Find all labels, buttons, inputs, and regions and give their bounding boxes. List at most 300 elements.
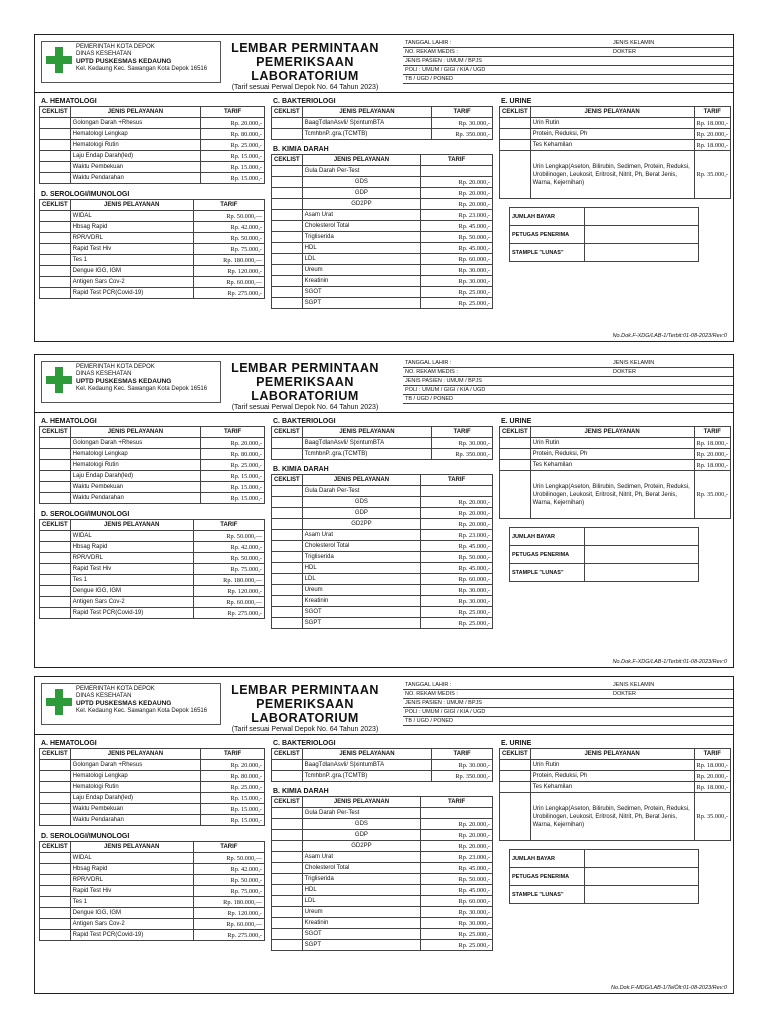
checklist-cell[interactable] [272,841,303,852]
patient-info-row[interactable] [403,57,733,66]
checklist-cell[interactable] [272,760,303,771]
table-row [40,244,265,255]
checklist-cell[interactable] [40,564,71,575]
checklist-cell[interactable] [272,852,303,863]
checklist-cell[interactable] [40,151,71,162]
checklist-cell[interactable] [40,575,71,586]
table-row [272,497,493,508]
section-title-hematologi: A. HEMATOLOGI [41,98,97,105]
table-row [272,574,493,585]
checklist-cell[interactable] [272,607,303,618]
org-line1: PEMERINTAH KOTA DEPOK [76,686,155,692]
checklist-cell[interactable] [40,897,71,908]
service-name: Hbsag Rapid [70,542,193,553]
checklist-cell[interactable] [500,449,531,460]
info-label: JENIS PASIEN : UMUM / BPJS [405,58,482,64]
section-title-urine: E. URINE [501,418,532,425]
table-row [40,173,265,184]
service-name: Asam Urat [302,530,421,541]
service-name: Dengue IGG, IGM [70,586,193,597]
checklist-cell[interactable] [40,930,71,941]
service-price: Rp. 42.000,- [193,542,264,553]
info-label: JENIS PASIEN : UMUM / BPJS [405,700,482,706]
payment-field[interactable] [585,528,699,546]
service-name: GD2PP [302,519,421,530]
checklist-cell[interactable] [272,438,303,449]
service-name: Rapid Test PCR(Covid-19) [70,930,193,941]
info-label: POLI : UMUM / GIGI / KIA / UGD [405,67,486,73]
service-price: Rp. 50.000,— [193,531,264,542]
title-line2: PEMERIKSAAN LABORATORIUM [251,375,359,403]
document-number: No.Dok.F-XDG/LAB-1/Terbit:01-08-2023/Rev:0 [612,659,727,665]
column-header: TARIF [193,200,264,211]
service-name: Ureum [302,265,421,276]
table-row [40,815,265,826]
checklist-cell[interactable] [272,166,303,177]
payment-label: PETUGAS PENERIMA [510,546,585,564]
service-name: GDP [302,830,421,841]
checklist-cell[interactable] [500,760,531,771]
checklist-cell[interactable] [40,460,71,471]
checklist-cell[interactable] [272,210,303,221]
service-name: Tes Kehamilan [530,782,694,793]
service-price: Rp. 35.000,- [694,151,730,199]
column-middle [271,739,493,951]
checklist-cell[interactable] [40,586,71,597]
service-name: Urin Rutin [530,118,694,129]
checklist-cell[interactable] [40,553,71,564]
service-name: Hematologi Lengkap [70,449,200,460]
checklist-cell[interactable] [40,482,71,493]
service-price: Rp. 45.000,- [421,563,493,574]
table-row [272,841,493,852]
patient-info-row[interactable] [403,717,733,726]
table-row [272,287,493,298]
checklist-cell[interactable] [272,929,303,940]
table-row [40,151,265,162]
section-title-bakteriologi: C. BAKTERIOLOGI [273,98,336,105]
checklist-cell[interactable] [272,265,303,276]
checklist-cell[interactable] [40,493,71,504]
payment-field[interactable] [585,868,699,886]
checklist-cell[interactable] [272,819,303,830]
column-header: JENIS PELAYANAN [302,155,421,166]
service-price: Rp. 80.000,- [201,449,265,460]
patient-info-row[interactable] [403,359,733,368]
checklist-cell[interactable] [272,276,303,287]
checklist-cell[interactable] [272,221,303,232]
urine-table [499,426,731,519]
column-header: TARIF [432,749,493,760]
table-header [272,155,493,166]
checklist-cell[interactable] [500,129,531,140]
service-price: Rp. 25.000,- [201,782,265,793]
checklist-cell[interactable] [40,173,71,184]
checklist-cell[interactable] [272,596,303,607]
table-row [40,886,265,897]
info-label: TANGGAL LAHIR : [405,682,452,688]
checklist-cell[interactable] [272,563,303,574]
patient-info-row[interactable] [403,708,733,717]
column-header: CEKLIST [272,475,303,486]
service-name: WIDAL [70,211,193,222]
payment-field[interactable] [585,546,699,564]
checklist-cell[interactable] [272,896,303,907]
checklist-cell[interactable] [272,177,303,188]
service-name: Gula Darah Per-Test [302,166,421,177]
checklist-cell[interactable] [272,552,303,563]
service-name: Antigen Sars Cov-2 [70,277,193,288]
payment-field[interactable] [585,886,699,904]
payment-label: STAMPLE "LUNAS" [510,244,585,262]
table-header [40,200,265,211]
service-price: Rp. 20.000,- [421,519,493,530]
table-header [272,107,493,118]
checklist-cell[interactable] [272,885,303,896]
column-left [39,97,265,299]
service-name: Ureum [302,907,421,918]
column-header: TARIF [432,427,493,438]
service-name: Urin Rutin [530,438,694,449]
column-header: JENIS PELAYANAN [302,797,421,808]
payment-field[interactable] [585,208,699,226]
service-price: Rp. 350.000,- [432,129,493,140]
checklist-cell[interactable] [500,151,531,199]
table-row [272,199,493,210]
org-line2: DINAS KESEHATAN [76,51,132,57]
column-header: TARIF [201,427,265,438]
checklist-cell[interactable] [40,886,71,897]
checklist-cell[interactable] [500,782,531,793]
checklist-cell[interactable] [272,486,303,497]
service-price: Rp. 25.000,- [421,607,493,618]
checklist-cell[interactable] [500,140,531,151]
service-name: Protein, Reduksi, Ph [530,771,694,782]
service-name: Waktu Pendarahan [70,173,200,184]
service-name: Hbsag Rapid [70,222,193,233]
service-name: Hbsag Rapid [70,864,193,875]
checklist-cell[interactable] [272,874,303,885]
table-row [500,140,731,151]
service-price: Rp. 18.000,- [694,782,730,793]
payment-field[interactable] [585,226,699,244]
service-price: Rp. 18.000,- [694,118,730,129]
kimia-table [271,154,493,309]
section-title-kimia: B. KIMIA DARAH [273,146,329,153]
form-header [35,355,733,413]
service-name: TcmhbnP..gra.(TCMTB) [302,449,432,460]
checklist-cell[interactable] [272,618,303,629]
patient-info-row[interactable] [403,690,733,699]
service-price: Rp. 15.000,- [201,162,265,173]
payment-field[interactable] [585,244,699,262]
service-price: Rp. 50.000,— [193,211,264,222]
checklist-cell[interactable] [40,277,71,288]
info-label: POLI : UMUM / GIGI / KIA / UGD [405,387,486,393]
patient-info-row[interactable] [403,395,733,404]
table-row [40,930,265,941]
checklist-cell[interactable] [272,808,303,819]
service-price: Rp. 80.000,- [201,771,265,782]
checklist-cell[interactable] [272,585,303,596]
patient-info [403,359,733,404]
health-cross-icon [46,47,72,73]
column-header: TARIF [694,749,730,760]
table-row [272,232,493,243]
service-price: Rp. 350.000,- [432,449,493,460]
checklist-cell[interactable] [500,118,531,129]
table-row [40,771,265,782]
service-price: Rp. 75.000,- [193,244,264,255]
table-row [40,493,265,504]
table-row [272,276,493,287]
checklist-cell[interactable] [40,244,71,255]
payment-field[interactable] [585,850,699,868]
column-header: CEKLIST [500,107,531,118]
checklist-cell[interactable] [272,129,303,140]
table-row [40,255,265,266]
checklist-cell[interactable] [272,298,303,309]
service-price: Rp. 120.000,- [193,908,264,919]
table-row [272,530,493,541]
table-header [272,749,493,760]
service-price: Rp. 15.000,- [201,793,265,804]
title-subtitle: (Tarif sesuai Perwal Depok No. 64 Tahun 2023) [231,726,379,733]
checklist-cell[interactable] [40,597,71,608]
checklist-cell[interactable] [272,541,303,552]
checklist-cell[interactable] [500,460,531,471]
checklist-cell[interactable] [40,471,71,482]
service-price: Rp. 60.000,— [193,597,264,608]
form-header [35,35,733,93]
service-name: Protein, Reduksi, Ph [530,449,694,460]
service-name: SGPT [302,618,421,629]
checklist-cell[interactable] [500,793,531,841]
payment-row [510,546,699,564]
bakteriologi-table [271,426,493,460]
org-line3: UPTD PUSKESMAS KEDAUNG [76,700,172,707]
checklist-cell[interactable] [40,793,71,804]
patient-info-row[interactable] [403,368,733,377]
service-price: Rp. 20.000,- [694,771,730,782]
service-name: Waktu Pembekuan [70,162,200,173]
service-price: Rp. 20.000,- [421,188,493,199]
service-price: Rp. 23.000,- [421,530,493,541]
checklist-cell[interactable] [40,531,71,542]
org-address: Kel. Kedaung Kec. Sawangan Kota Depok 16516 [76,708,208,714]
service-price [421,808,493,819]
table-row [500,793,731,841]
checklist-cell[interactable] [272,918,303,929]
payment-field[interactable] [585,564,699,582]
checklist-cell[interactable] [272,574,303,585]
checklist-cell[interactable] [40,129,71,140]
service-name: LDL [302,896,421,907]
service-price: Rp. 180.000,— [193,897,264,908]
column-header: CEKLIST [40,427,71,438]
service-price: Rp. 50.000,- [421,552,493,563]
table-row [272,519,493,530]
checklist-cell[interactable] [500,771,531,782]
checklist-cell[interactable] [40,288,71,299]
service-name: GDS [302,497,421,508]
checklist-cell[interactable] [40,853,71,864]
service-price: Rp. 60.000,- [421,574,493,585]
service-name: Tes Kehamilan [530,460,694,471]
service-price: Rp. 350.000,- [432,771,493,782]
patient-info-row[interactable] [403,386,733,395]
checklist-cell[interactable] [272,771,303,782]
checklist-cell[interactable] [40,211,71,222]
service-name: Trigliserida [302,232,421,243]
patient-info-row[interactable] [403,48,733,57]
checklist-cell[interactable] [40,162,71,173]
service-price: Rp. 75.000,- [193,564,264,575]
service-name: Hematologi Rutin [70,782,200,793]
service-name: Urin Lengkap(Aseton, Bilirubin, Sedimen, Protein, Reduksi, Urobilinogen, Leukosit, Eritrosit, Nitrit, Ph, Berat Jenis, Warna, Kejernihan) [530,471,694,519]
table-header [500,107,731,118]
checklist-cell[interactable] [40,118,71,129]
patient-info-row[interactable] [403,66,733,75]
service-price: Rp. 30.000,- [421,276,493,287]
service-price: Rp. 35.000,- [694,471,730,519]
payment-row [510,850,699,868]
checklist-cell[interactable] [40,255,71,266]
checklist-cell[interactable] [40,266,71,277]
table-row [272,907,493,918]
section-title-urine: E. URINE [501,740,532,747]
checklist-cell[interactable] [40,449,71,460]
service-name: RPR/VDRL [70,233,193,244]
service-name: LDL [302,574,421,585]
info-label: POLI : UMUM / GIGI / KIA / UGD [405,709,486,715]
checklist-cell[interactable] [40,908,71,919]
checklist-cell[interactable] [500,438,531,449]
service-price: Rp. 15.000,- [201,471,265,482]
payment-box [509,527,699,582]
checklist-cell[interactable] [40,864,71,875]
checklist-cell[interactable] [40,222,71,233]
checklist-cell[interactable] [500,471,531,519]
checklist-cell[interactable] [272,497,303,508]
table-row [40,586,265,597]
service-price: Rp. 15.000,- [201,804,265,815]
checklist-cell[interactable] [40,875,71,886]
checklist-cell[interactable] [40,760,71,771]
section-title-serologi: D. SEROLOGI/IMUNOLOGI [41,191,130,198]
table-row [500,129,731,140]
checklist-cell[interactable] [40,233,71,244]
checklist-cell[interactable] [272,530,303,541]
form-title [205,361,405,411]
checklist-cell[interactable] [272,508,303,519]
checklist-cell[interactable] [272,232,303,243]
service-price: Rp. 25.000,- [421,287,493,298]
section-title-urine: E. URINE [501,98,532,105]
column-header: TARIF [421,797,493,808]
checklist-cell[interactable] [272,449,303,460]
table-row [40,482,265,493]
table-row [272,129,493,140]
patient-info-row[interactable] [403,377,733,386]
service-name: BaagTdlanAsvli/ S|xintumBTA [302,438,432,449]
checklist-cell[interactable] [272,118,303,129]
form-title [205,41,405,91]
table-row [272,585,493,596]
checklist-cell[interactable] [272,519,303,530]
table-header [40,842,265,853]
checklist-cell[interactable] [40,782,71,793]
column-header: TARIF [421,475,493,486]
table-row [272,852,493,863]
checklist-cell[interactable] [40,542,71,553]
service-name: Tes Kehamilan [530,140,694,151]
service-price: Rp. 30.000,- [421,585,493,596]
service-name: SGOT [302,607,421,618]
patient-info-row[interactable] [403,681,733,690]
service-name: Asam Urat [302,210,421,221]
checklist-cell[interactable] [272,188,303,199]
table-row [272,265,493,276]
checklist-cell[interactable] [40,919,71,930]
checklist-cell[interactable] [272,830,303,841]
column-header: JENIS PELAYANAN [70,842,193,853]
patient-info-row[interactable] [403,75,733,84]
checklist-cell[interactable] [40,771,71,782]
form-title [205,683,405,733]
table-row [40,531,265,542]
checklist-cell[interactable] [272,863,303,874]
info-label: TB / UGD / PONED [405,76,453,82]
info-label: JENIS PASIEN : UMUM / BPJS [405,378,482,384]
service-price: Rp. 42.000,- [193,864,264,875]
org-address: Kel. Kedaung Kec. Sawangan Kota Depok 16516 [76,386,208,392]
section-title-kimia: B. KIMIA DARAH [273,466,329,473]
checklist-cell[interactable] [272,243,303,254]
service-name: Ureum [302,585,421,596]
table-header [40,749,265,760]
column-header: JENIS PELAYANAN [70,200,193,211]
info-right-label: DOKTER [613,691,636,697]
checklist-cell[interactable] [272,199,303,210]
service-price: Rp. 50.000,— [193,853,264,864]
service-price: Rp. 275.000,- [193,930,264,941]
serologi-table [39,519,265,619]
column-header: TARIF [694,107,730,118]
title-line1: LEMBAR PERMINTAAN [231,683,379,697]
title-line2: PEMERIKSAAN LABORATORIUM [251,55,359,83]
checklist-cell[interactable] [40,815,71,826]
checklist-cell[interactable] [272,940,303,951]
table-header [272,427,493,438]
hematologi-table [39,106,265,184]
patient-info-row[interactable] [403,39,733,48]
service-name: Gula Darah Per-Test [302,808,421,819]
checklist-cell[interactable] [40,608,71,619]
checklist-cell[interactable] [272,907,303,918]
table-row [272,929,493,940]
checklist-cell[interactable] [40,804,71,815]
table-row [40,460,265,471]
patient-info-row[interactable] [403,699,733,708]
table-row [40,438,265,449]
column-header: TARIF [421,155,493,166]
checklist-cell[interactable] [40,140,71,151]
checklist-cell[interactable] [272,287,303,298]
title-line2: PEMERIKSAAN LABORATORIUM [251,697,359,725]
checklist-cell[interactable] [40,438,71,449]
checklist-cell[interactable] [272,254,303,265]
